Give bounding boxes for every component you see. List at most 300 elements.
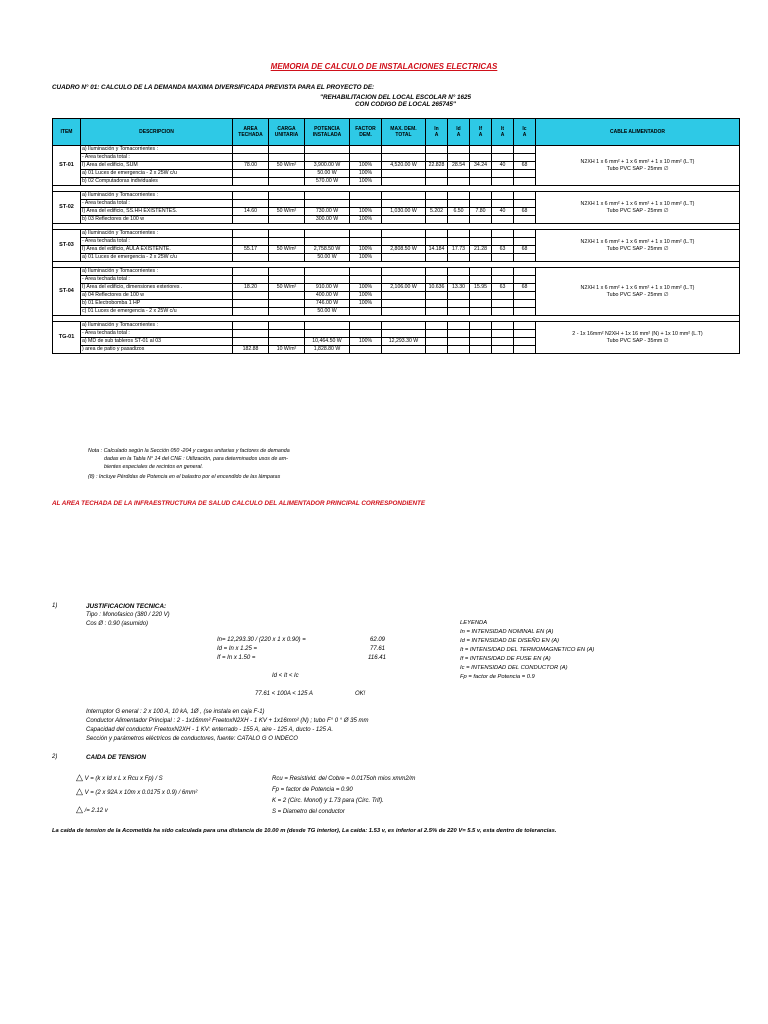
cell-area [233, 322, 269, 330]
cell-in [426, 216, 448, 224]
cell-potencia: 730.00 W [305, 208, 350, 216]
cell-potencia: 2,758.50 W [305, 246, 350, 254]
cell-potencia [305, 154, 350, 162]
row-description: ) area de patio y pasadizos [81, 346, 233, 354]
cell-it [492, 200, 514, 208]
cell-maxdem [382, 230, 426, 238]
cell-it: 40 [492, 162, 514, 170]
cable-spec [536, 192, 740, 224]
cell-in: 10.636 [426, 284, 448, 292]
header-description: DESCRIPCION [81, 119, 233, 146]
project-name: "REHABILITACION DEL LOCAL ESCOLAR N° 1625 [320, 94, 472, 101]
eq-if: If = In x 1.50 = [217, 655, 256, 661]
cell-id [448, 330, 470, 338]
cell-maxdem: 12,293.30 W [382, 338, 426, 346]
header-item: ITEM [53, 119, 81, 146]
cell-maxdem: 1,030.00 W [382, 208, 426, 216]
cell-maxdem [382, 346, 426, 354]
cell-potencia [305, 192, 350, 200]
cell-maxdem [382, 192, 426, 200]
cell-area [233, 330, 269, 338]
section1-cos: Cos Ø : 0.90 (asumido) [86, 621, 149, 627]
cell-potencia: 50.00 W [305, 170, 350, 178]
cell-ic [514, 154, 536, 162]
cable-conduit: Tubo PVC SAP - 25mm ∅ [606, 291, 669, 298]
cell-potencia: 10,464.50 W [305, 338, 350, 346]
eq-condition: Id < It < Ic [272, 673, 299, 679]
section2-number: 2) [52, 754, 58, 760]
cell-ic [514, 192, 536, 200]
cell-it [492, 322, 514, 330]
cell-if [470, 300, 492, 308]
row-description: a) 04 Reflectores de 100 w [81, 292, 233, 300]
note-line-4: (8) : Incluye Pérdidas de Potencia en el balastro por el encendido de las lámparas [88, 474, 281, 480]
cell-potencia: 50.00 W [305, 308, 350, 316]
row-description: I) Area del edificio, SS.HH EXISTENTES. [81, 208, 233, 216]
legend-item: Fp = factor de Potencia = 0.9 [460, 674, 535, 680]
cell-id: 13.30 [448, 284, 470, 292]
cell-in [426, 230, 448, 238]
cell-potencia [305, 146, 350, 154]
row-description: a) Iluminación y Tomacorrientes : [81, 322, 233, 330]
cell-carga [269, 178, 305, 186]
cell-it [492, 146, 514, 154]
cell-in [426, 238, 448, 246]
cell-it [492, 216, 514, 224]
cell-in [426, 292, 448, 300]
row-description: - Area techada total : [81, 154, 233, 162]
cell-factor: 100% [350, 208, 382, 216]
cell-potencia: 3,900.00 W [305, 162, 350, 170]
cell-potencia [305, 238, 350, 246]
item-code: ST-04 [53, 268, 81, 316]
row-description: I) Area del edificio, AULA EXISTENTE. [81, 246, 233, 254]
row-description: a) 01 Luces de emergencia - 2 x 25W c/u [81, 254, 233, 262]
cable-conductor: N2XH 1 x 6 mm² + 1 x 6 mm² + 1 x 10 mm² (L.T) [580, 158, 695, 165]
cell-ic [514, 254, 536, 262]
table-row [53, 268, 740, 276]
eq-check: 77.61 < 100A < 125 A [255, 691, 313, 697]
cell-factor: 100% [350, 292, 382, 300]
cell-carga [269, 276, 305, 284]
cell-carga [269, 146, 305, 154]
cell-if [470, 276, 492, 284]
cell-factor [350, 192, 382, 200]
cell-ic: 68 [514, 284, 536, 292]
cell-carga: 50 W/m² [269, 284, 305, 292]
note-line-1: Nota : Calculado según la Sección 050 -204 y cargas unitarias y factores de demanda [88, 448, 290, 454]
cell-area: 18.20 [233, 284, 269, 292]
header-cable: CABLE ALIMENTADOR [536, 119, 740, 146]
cell-it [492, 178, 514, 186]
cell-carga [269, 338, 305, 346]
eq-in: In= 12,293.30 / (220 x 1 x 0.90) = [217, 637, 306, 643]
cell-maxdem [382, 154, 426, 162]
cable-conductor: N2XH 1 x 6 mm² + 1 x 6 mm² + 1 x 10 mm² (L.T) [580, 284, 695, 291]
demand-table [52, 118, 740, 354]
cell-area [233, 268, 269, 276]
cell-ic: 68 [514, 208, 536, 216]
cell-factor [350, 268, 382, 276]
cell-id [448, 346, 470, 354]
cell-it: 63 [492, 284, 514, 292]
cable-conduit: Tubo PVC SAP - 35mm ∅ [606, 337, 669, 344]
cell-area [233, 338, 269, 346]
cell-if [470, 154, 492, 162]
cell-ic [514, 200, 536, 208]
table-row [53, 230, 740, 238]
cell-factor [350, 230, 382, 238]
section1-title: JUSTIFICACION TECNICA: [86, 603, 167, 610]
cell-maxdem [382, 178, 426, 186]
row-description: - Area techada total : [81, 330, 233, 338]
k-constant-line: K = 2 (Circ. Monof) y 1.73 para (Circ. Trif). [272, 798, 384, 804]
red-note: AL AREA TECHADA DE LA INFRAESTRUCTURA DE SALUD CALCULO DEL ALIMENTADOR PRINCIPAL CORRESPONDIENTE [52, 500, 426, 507]
cell-if [470, 216, 492, 224]
cell-ic: 68 [514, 246, 536, 254]
cell-area [233, 254, 269, 262]
cell-area [233, 300, 269, 308]
item-code: ST-02 [53, 192, 81, 224]
cable-spec [536, 322, 740, 354]
cell-ic [514, 146, 536, 154]
cell-maxdem [382, 300, 426, 308]
row-description: - Area techada total : [81, 238, 233, 246]
cell-carga [269, 170, 305, 178]
item-code: ST-01 [53, 146, 81, 186]
header-factor: FACTOR DEM. [350, 119, 382, 146]
cable-conductor: N2XH 1 x 6 mm² + 1 x 6 mm² + 1 x 10 mm² (L.T) [580, 200, 695, 207]
cell-in [426, 178, 448, 186]
cell-id [448, 322, 470, 330]
cell-id [448, 338, 470, 346]
cell-it [492, 192, 514, 200]
cell-if [470, 322, 492, 330]
cell-if: 21.28 [470, 246, 492, 254]
cell-carga [269, 292, 305, 300]
cell-in [426, 346, 448, 354]
cell-carga [269, 216, 305, 224]
header-maxdem: MAX. DEM. TOTAL [382, 119, 426, 146]
legend-item: In = INTENSIDAD NOMINAL EN (A) [460, 629, 554, 635]
cell-maxdem [382, 322, 426, 330]
cell-id [448, 154, 470, 162]
cell-potencia: 50.00 W [305, 254, 350, 262]
cell-in [426, 268, 448, 276]
cell-maxdem [382, 254, 426, 262]
power-factor-line: Fp = factor de Potencia = 0.90 [272, 787, 353, 793]
cell-carga [269, 238, 305, 246]
cell-factor: 100% [350, 338, 382, 346]
cell-maxdem [382, 238, 426, 246]
cell-factor [350, 276, 382, 284]
cell-carga [269, 268, 305, 276]
cell-factor: 100% [350, 170, 382, 178]
cell-maxdem [382, 330, 426, 338]
table-body [53, 146, 740, 354]
cell-area: 55.17 [233, 246, 269, 254]
cell-potencia [305, 200, 350, 208]
cell-area: 14.60 [233, 208, 269, 216]
cell-id [448, 238, 470, 246]
cell-ic [514, 178, 536, 186]
header-potencia: POTENCIA INSTALADA [305, 119, 350, 146]
cell-it [492, 300, 514, 308]
section1-tipo: Tipo : Monofasico (380 / 220 V) [86, 612, 170, 618]
cell-maxdem [382, 146, 426, 154]
project-code: CON CODIGO DE LOCAL 265745" [355, 101, 456, 108]
cell-ic [514, 322, 536, 330]
row-description: b) 03 Reflectores de 100 w [81, 216, 233, 224]
row-description: - Area techada total : [81, 276, 233, 284]
cell-ic [514, 300, 536, 308]
cell-maxdem: 2,106.00 W [382, 284, 426, 292]
cell-it [492, 338, 514, 346]
cell-carga [269, 230, 305, 238]
cell-potencia [305, 230, 350, 238]
cell-id [448, 276, 470, 284]
cable-spec [536, 230, 740, 262]
header-it: It A [492, 119, 514, 146]
cell-carga: 50 W/m² [269, 246, 305, 254]
cell-id [448, 178, 470, 186]
cell-ic [514, 346, 536, 354]
cable-conductor: 2 - 1x 16mm² N2XH + 1x 16 mm² (N) + 1x 10 mm² (L.T) [572, 330, 703, 337]
cell-in [426, 192, 448, 200]
cell-ic [514, 170, 536, 178]
delta-icon: △ [76, 786, 83, 796]
cell-in [426, 200, 448, 208]
conductor-line: Conductor Alimentador Principal : 2 - 1x16mm² FreetoxN2XH - 1 KV + 1x16mm² (N) ; tubo F° 0 ° Ø 35 mm [86, 718, 369, 724]
cell-factor: 100% [350, 284, 382, 292]
legend-item: It = INTENSIDAD DEL TERMOMAGNETICO EN (A) [460, 647, 595, 653]
header-carga: CARGA UNITARIA [269, 119, 305, 146]
formula-3: △ /= 2.12 v [76, 804, 108, 814]
cell-area [233, 154, 269, 162]
cable-conduit: Tubo PVC SAP - 25mm ∅ [606, 245, 669, 252]
cell-carga [269, 308, 305, 316]
cell-it [492, 268, 514, 276]
item-code: TG-01 [53, 322, 81, 354]
row-description: I) Area del edificio, dimensiones exteriores . [81, 284, 233, 292]
delta-icon: △ [76, 804, 83, 814]
cell-area [233, 308, 269, 316]
cell-in [426, 322, 448, 330]
cell-potencia [305, 330, 350, 338]
cell-it: 40 [492, 208, 514, 216]
cell-it [492, 308, 514, 316]
legend-item: If = INTENSIDAD DE FUSE EN (A) [460, 656, 551, 662]
cell-if [470, 178, 492, 186]
cell-in [426, 146, 448, 154]
cell-factor [350, 322, 382, 330]
table-row [53, 322, 740, 330]
cell-factor: 100% [350, 246, 382, 254]
cell-carga: 50 W/m² [269, 162, 305, 170]
cell-if [470, 346, 492, 354]
cable-spec [536, 146, 740, 186]
section2-title: CAIDA DE TENSION [86, 754, 146, 761]
cell-area [233, 178, 269, 186]
row-description: a) Iluminación y Tomacorrientes : [81, 268, 233, 276]
cell-id [448, 192, 470, 200]
cell-carga [269, 322, 305, 330]
cell-in [426, 254, 448, 262]
cell-if [470, 170, 492, 178]
cell-id: 28.54 [448, 162, 470, 170]
cell-id [448, 292, 470, 300]
cell-maxdem [382, 170, 426, 178]
table-row [53, 146, 740, 154]
cell-area [233, 230, 269, 238]
cell-factor [350, 238, 382, 246]
cell-area [233, 146, 269, 154]
cell-carga [269, 254, 305, 262]
cell-if [470, 338, 492, 346]
cell-id [448, 200, 470, 208]
cell-in [426, 276, 448, 284]
eq-in-value: 62.09 [370, 637, 386, 643]
cell-it [492, 170, 514, 178]
cell-in [426, 338, 448, 346]
cell-if [470, 308, 492, 316]
cuadro-heading: CUADRO N° 01: CALCULO DE LA DEMANDA MAXIMA DIVERSIFICADA PREVISTA PARA EL PROYECTO DE: [52, 84, 375, 91]
cell-potencia: 910.00 W [305, 284, 350, 292]
cell-carga [269, 300, 305, 308]
cell-area [233, 200, 269, 208]
section1-number: 1) [52, 603, 58, 609]
cell-carga [269, 154, 305, 162]
cell-maxdem [382, 308, 426, 316]
legend-item: Id = INTENSIDAD DE DISEÑO EN (A) [460, 638, 560, 644]
seccion-line: Sección y parámetros eléctricos de conductores, fuente: CATALO G O INDECO [86, 736, 298, 742]
cell-it [492, 238, 514, 246]
row-description: b) 02 Computadoras individuales [81, 178, 233, 186]
cell-in: 5.202 [426, 208, 448, 216]
cell-maxdem [382, 268, 426, 276]
cell-factor [350, 200, 382, 208]
cell-maxdem [382, 216, 426, 224]
note-line-2: dadas en la Tabla N° 14 del CNE : Utilización, para determinados usos de am- [104, 456, 288, 462]
cell-in [426, 308, 448, 316]
cell-carga [269, 192, 305, 200]
cell-it [492, 154, 514, 162]
cell-id [448, 300, 470, 308]
interruptor-line: Interruptor G eneral : 2 x 100 A, 10 kA, 1Ø , (se instala en caja F-1) [86, 709, 265, 715]
legend-item: Ic = INTENSIDAD DEL CONDUCTOR (A) [460, 665, 568, 671]
cell-factor: 100% [350, 300, 382, 308]
cell-factor: 100% [350, 254, 382, 262]
cell-if [470, 292, 492, 300]
table-row [53, 192, 740, 200]
cell-in [426, 300, 448, 308]
cell-ic [514, 238, 536, 246]
cell-id [448, 254, 470, 262]
cell-if: 7.80 [470, 208, 492, 216]
cell-if: 34.24 [470, 162, 492, 170]
cell-ic [514, 330, 536, 338]
cell-maxdem [382, 292, 426, 300]
cell-it [492, 292, 514, 300]
cell-it [492, 330, 514, 338]
cell-if [470, 230, 492, 238]
cell-it [492, 230, 514, 238]
cell-carga [269, 200, 305, 208]
diameter-line: S = Diametro del conductor [272, 809, 345, 815]
cell-in [426, 170, 448, 178]
cell-factor [350, 146, 382, 154]
cell-area [233, 170, 269, 178]
row-description: a) MD de sub tableros ST-01 al 03 [81, 338, 233, 346]
cell-if: 15.95 [470, 284, 492, 292]
cell-in: 14.184 [426, 246, 448, 254]
cell-in [426, 154, 448, 162]
cell-ic [514, 276, 536, 284]
cell-in: 22.828 [426, 162, 448, 170]
cell-id: 17.73 [448, 246, 470, 254]
cell-if [470, 238, 492, 246]
cell-id: 6.50 [448, 208, 470, 216]
delta-icon: △ [76, 772, 83, 782]
item-code: ST-03 [53, 230, 81, 262]
table-header-row [53, 119, 740, 146]
cell-area [233, 292, 269, 300]
cell-potencia: 400.00 W [305, 292, 350, 300]
cell-potencia [305, 276, 350, 284]
cell-area [233, 276, 269, 284]
header-in: In A [426, 119, 448, 146]
cable-spec [536, 268, 740, 316]
cell-factor [350, 346, 382, 354]
cell-carga: 10 W/m² [269, 346, 305, 354]
header-ic: Ic A [514, 119, 536, 146]
cable-conduit: Tubo PVC SAP - 25mm ∅ [606, 165, 669, 172]
cell-if [470, 268, 492, 276]
cell-potencia: 300.00 W [305, 216, 350, 224]
header-if: If A [470, 119, 492, 146]
document-title: MEMORIA DE CALCULO DE INSTALACIONES ELECTRICAS [270, 62, 498, 71]
cell-ic [514, 308, 536, 316]
cell-area [233, 192, 269, 200]
cell-area [233, 216, 269, 224]
cell-id [448, 308, 470, 316]
cell-if [470, 254, 492, 262]
cell-carga: 50 W/m² [269, 208, 305, 216]
cell-factor [350, 308, 382, 316]
cell-maxdem: 2,808.50 W [382, 246, 426, 254]
eq-id-value: 77.61 [370, 646, 386, 652]
cell-id [448, 230, 470, 238]
header-area: AREA TECHADA [233, 119, 269, 146]
row-description: c) 01 Luces de emergencia - 2 x 25W c/u [81, 308, 233, 316]
row-description: a) Iluminación y Tomacorrientes : [81, 192, 233, 200]
resistivity-line: Rcu = Resistivid. del Cobre = 0.0175oh mios xmm2/m [272, 776, 416, 782]
cell-it [492, 254, 514, 262]
capacidad-line: Capacidad del conductor FreetoxN2XH - 1 KV: enterrado - 155 A, aire - 125 A, ducto - 125 A. [86, 727, 334, 733]
cell-maxdem: 4,520.00 W [382, 162, 426, 170]
cell-factor [350, 330, 382, 338]
cell-carga [269, 330, 305, 338]
header-id: Id A [448, 119, 470, 146]
cell-area: 182.88 [233, 346, 269, 354]
cell-area [233, 238, 269, 246]
cell-id [448, 170, 470, 178]
cell-factor: 100% [350, 216, 382, 224]
formula-2: △ V = (2 x 92A x 10m x 0.0175 x 0.9) / 6mm² [76, 786, 198, 796]
row-description: I) Area del edificio, SUM [81, 162, 233, 170]
cell-factor: 100% [350, 162, 382, 170]
cell-potencia: 746.00 W [305, 300, 350, 308]
